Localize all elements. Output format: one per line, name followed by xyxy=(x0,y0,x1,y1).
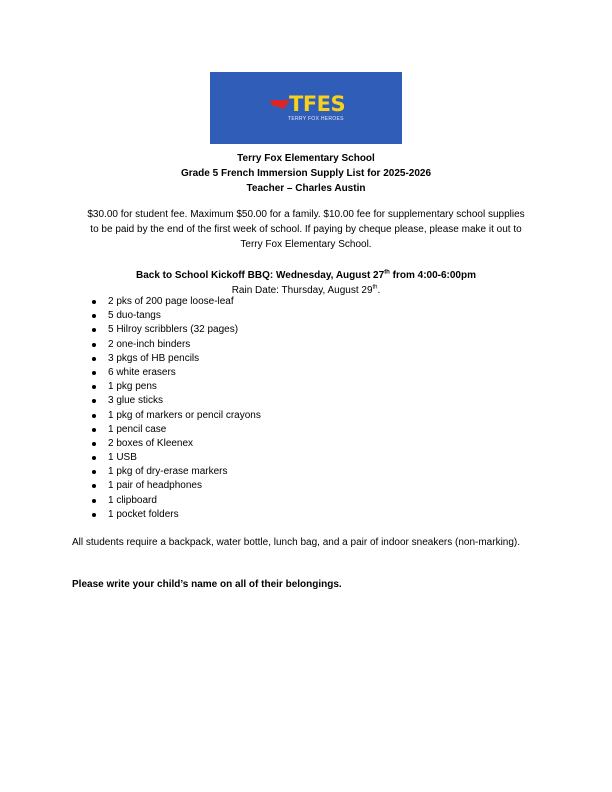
fees-line-3: Terry Fox Elementary School. xyxy=(240,239,372,250)
event-title-sup: th xyxy=(384,269,390,276)
flag-icon xyxy=(270,100,290,109)
document-header xyxy=(60,151,552,196)
names-note: Please write your child’s name on all of their belongings. xyxy=(72,579,342,590)
rain-date-sup: th xyxy=(372,284,378,291)
supply-item: 2 boxes of Kleenex xyxy=(90,437,261,451)
supply-item: 3 pkgs of HB pencils xyxy=(90,352,261,366)
supply-item: 1 USB xyxy=(90,451,261,465)
rain-date-end: . xyxy=(377,285,381,296)
teacher-name: Teacher – Charles Austin xyxy=(246,183,366,194)
event-title xyxy=(60,268,552,283)
event-title-time: from 4:00-6:00pm xyxy=(389,270,476,281)
fees-line-2: to be paid by the end of the first week of school. If paying by cheque please, please make it out to xyxy=(90,224,522,235)
supply-item: 5 duo-tangs xyxy=(90,309,261,323)
supply-item: 1 pair of headphones xyxy=(90,479,261,493)
supply-item: 3 glue sticks xyxy=(90,394,261,408)
requirements-note: All students require a backpack, water bottle, lunch bag, and a pair of indoor sneakers (non-marking). xyxy=(72,537,521,548)
fees-paragraph xyxy=(60,207,552,252)
supply-item: 6 white erasers xyxy=(90,366,261,380)
event-title-text: Back to School Kickoff BBQ: Wednesday, August 27 xyxy=(135,270,385,281)
supply-item: 1 pencil case xyxy=(90,423,261,437)
supply-item: 1 pkg pens xyxy=(90,380,261,394)
supply-item: 2 pks of 200 page loose-leaf xyxy=(90,295,261,309)
supply-item: 1 pkg of dry-erase markers xyxy=(90,465,261,479)
supply-item: 1 pkg of markers or pencil crayons xyxy=(90,409,261,423)
supply-list xyxy=(90,295,261,522)
school-logo xyxy=(210,72,402,144)
rain-date-text: Rain Date: Thursday, August 29 xyxy=(231,285,373,296)
event-block xyxy=(60,268,552,298)
fees-line-1: $30.00 for student fee. Maximum $50.00 for a family. $10.00 fee for supplementary school supplies xyxy=(87,209,525,220)
school-name: Terry Fox Elementary School xyxy=(237,153,375,164)
document-title: Grade 5 French Immersion Supply List for 2025-2026 xyxy=(180,168,432,179)
logo-subtext: TERRY FOX HEROES xyxy=(288,116,344,122)
supply-item: 1 clipboard xyxy=(90,494,261,508)
supply-item: 5 Hilroy scribblers (32 pages) xyxy=(90,323,261,337)
supply-item: 1 pocket folders xyxy=(90,508,261,522)
logo-text: TFES xyxy=(289,92,346,116)
supply-item: 2 one-inch binders xyxy=(90,338,261,352)
